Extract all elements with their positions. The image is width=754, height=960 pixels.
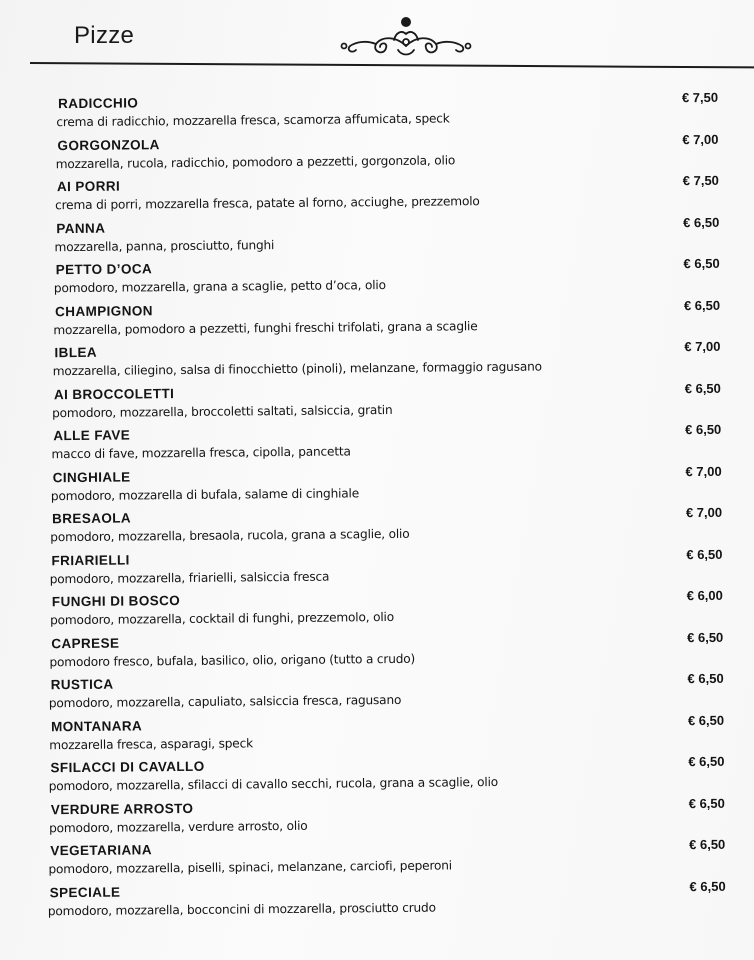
pizza-name: SFILACCI DI CAVALLO [50, 758, 205, 776]
menu-item [5, 629, 754, 678]
pizza-price: € 6,50 [689, 878, 726, 894]
pizza-price: € 6,50 [689, 836, 726, 853]
pizza-price: € 7,00 [684, 338, 721, 355]
pizza-price: € 6,50 [687, 712, 725, 728]
pizza-ingredients: pomodoro, mozzarella di bufala, salame di cinghiale [50, 485, 360, 503]
menu-item [6, 712, 754, 761]
pizza-price: € 6,50 [685, 421, 722, 438]
menu-item [1, 214, 754, 263]
pizza-name: MONTANARA [51, 717, 143, 734]
pizza-price: € 7,50 [681, 89, 719, 106]
pizza-ingredients: pomodoro, mozzarella, cocktail di funghi, prezzemolo, olio [49, 609, 395, 628]
menu-item [6, 753, 754, 802]
pizza-ingredients: mozzarella, panna, prosciutto, funghi [54, 237, 275, 254]
pizza-price: € 6,00 [686, 587, 723, 604]
pizza-name: RUSTICA [50, 676, 114, 693]
pizza-menu-list [0, 89, 754, 926]
menu-item [3, 380, 754, 429]
menu-item [2, 297, 754, 346]
page-title: Pizze [74, 22, 135, 49]
pizza-price: € 6,50 [687, 670, 724, 687]
pizza-ingredients: pomodoro, mozzarella, broccoletti saltati, salsiccia, gratin [52, 402, 393, 420]
pizza-name: GORGONZOLA [57, 136, 160, 153]
pizza-price: € 6,50 [683, 214, 720, 230]
pizza-name: AI BROCCOLETTI [53, 385, 175, 402]
pizza-price: € 6,50 [686, 546, 723, 562]
pizza-price: € 7,00 [685, 463, 722, 479]
pizza-price: € 7,50 [682, 172, 719, 189]
pizza-ingredients: crema di porri, mozzarella fresca, patate al forno, acciughe, prezzemolo [55, 194, 480, 213]
pizza-name: PANNA [56, 220, 106, 236]
menu-item [4, 546, 754, 595]
pizza-ingredients: pomodoro, mozzarella, friarielli, salsiccia fresca [49, 569, 330, 586]
pizza-ingredients: pomodoro, mozzarella, piselli, spinaci, melanzane, carciofi, peperoni [48, 858, 453, 877]
menu-item [1, 172, 754, 221]
pizza-price: € 7,00 [682, 131, 719, 147]
pizza-price: € 6,50 [684, 380, 721, 396]
pizza-name: FUNGHI DI BOSCO [51, 593, 181, 610]
pizza-name: CAPRESE [51, 635, 120, 651]
pizza-price: € 6,50 [688, 795, 725, 811]
pizza-name: RADICCHIO [58, 95, 139, 112]
pizza-ingredients: pomodoro, mozzarella, grana a scaglie, petto d’oca, olio [53, 278, 386, 296]
menu-item [0, 131, 754, 180]
pizza-name: VERDURE ARROSTO [50, 800, 194, 817]
menu-item [0, 89, 754, 138]
pizza-name: PETTO D’OCA [55, 261, 153, 278]
menu-item [6, 670, 754, 719]
pizza-price: € 6,50 [683, 297, 721, 313]
pizza-name: IBLEA [54, 344, 98, 361]
menu-item [2, 338, 754, 387]
pizza-price: € 6,50 [687, 629, 724, 645]
pizza-ingredients: crema di radicchio, mozzarella fresca, scamorza affumicata, speck [56, 111, 450, 130]
pizza-name: CINGHIALE [52, 468, 131, 485]
pizza-ingredients: pomodoro, mozzarella, sfilacci di cavallo secchi, rucola, grana a scaglie, olio [48, 774, 499, 794]
pizza-price: € 6,50 [683, 255, 720, 272]
menu-item [2, 255, 754, 304]
pizza-name: SPECIALE [49, 884, 121, 900]
pizza-ingredients: pomodoro, mozzarella, bresaola, rucola, grana a scaglie, olio [50, 526, 410, 545]
pizza-price: € 7,00 [685, 504, 723, 521]
pizza-ingredients: pomodoro, mozzarella, bocconcini di mozzarella, prosciutto crudo [47, 900, 436, 918]
pizza-name: VEGETARIANA [50, 842, 152, 859]
pizza-name: BRESAOLA [52, 510, 132, 527]
pizza-ingredients: macco di fave, mozzarella fresca, cipolla, pancetta [51, 444, 351, 462]
flourish-ornament-icon [336, 10, 476, 64]
menu-item [7, 836, 754, 885]
pizza-ingredients: pomodoro fresco, bufala, basilico, olio, origano (tutto a crudo) [49, 651, 416, 669]
menu-item [7, 795, 754, 844]
pizza-ingredients: mozzarella, pomodoro a pezzetti, funghi freschi trifolati, grana a scaglie [53, 318, 478, 337]
pizza-name: ALLE FAVE [53, 427, 131, 444]
pizza-ingredients: mozzarella fresca, asparagi, speck [49, 735, 253, 752]
pizza-name: CHAMPIGNON [55, 302, 153, 319]
menu-item [4, 504, 754, 553]
pizza-ingredients: mozzarella, rucola, radicchio, pomodoro a pezzetti, gorgonzola, olio [55, 152, 456, 171]
pizza-price: € 6,50 [688, 753, 725, 770]
pizza-ingredients: pomodoro, mozzarella, capuliato, salsiccia fresca, ragusano [48, 692, 402, 711]
pizza-ingredients: mozzarella, ciliegino, salsa di finocchietto (pinoli), melanzane, formaggio ragusano [52, 359, 542, 379]
pizza-name: AI PORRI [56, 178, 121, 195]
pizza-name: FRIARIELLI [51, 551, 130, 568]
menu-item [5, 587, 754, 636]
menu-item [8, 878, 754, 927]
menu-item [4, 463, 754, 512]
menu-item [3, 421, 754, 470]
pizza-ingredients: pomodoro, mozzarella, verdure arrosto, olio [48, 818, 308, 835]
